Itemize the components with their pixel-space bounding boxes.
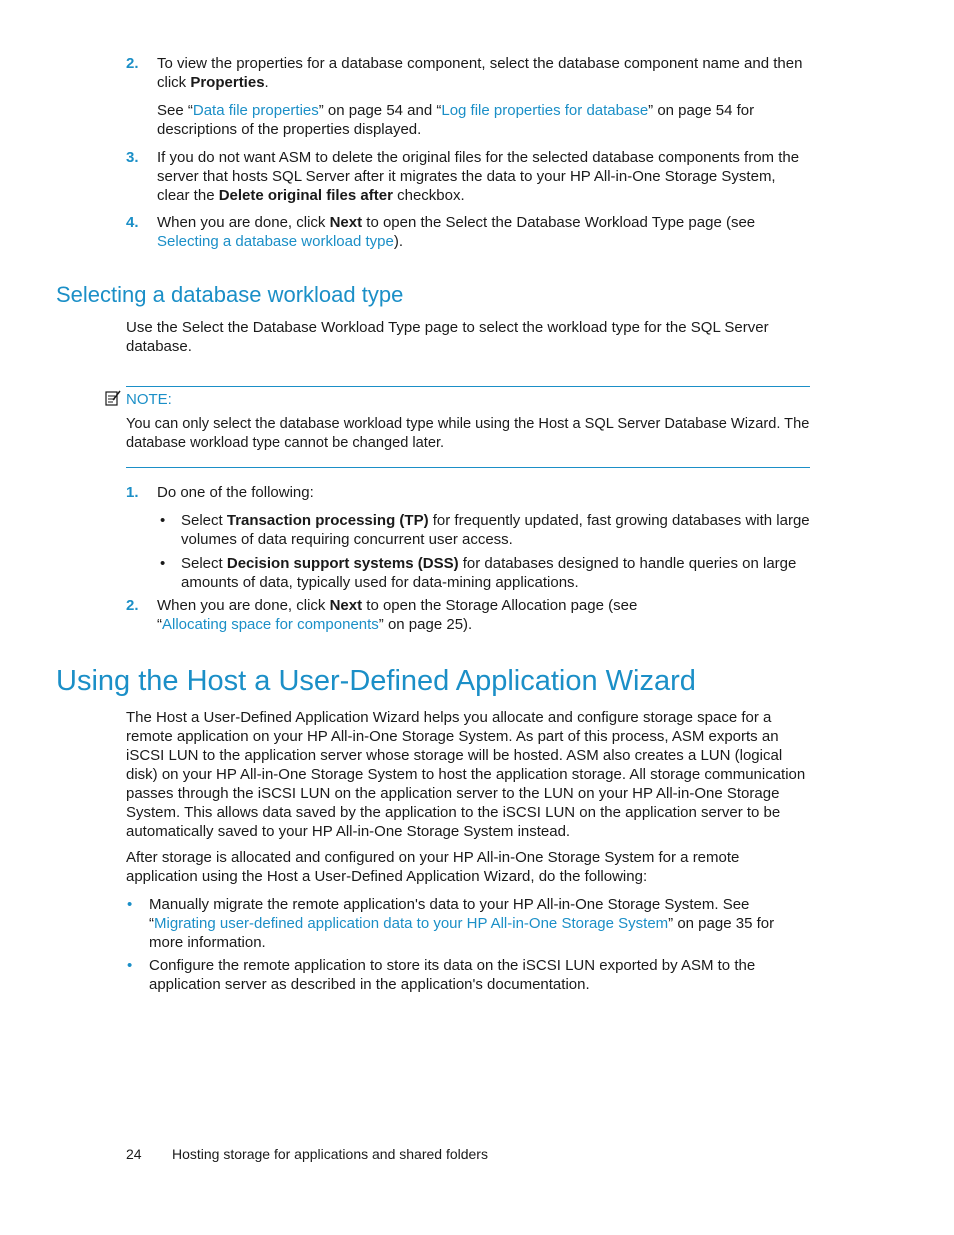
bullet-dot: • <box>127 957 133 974</box>
bullet-dot: • <box>160 512 166 529</box>
text: to open the Select the Database Workload Type page (see <box>362 214 756 231</box>
link-selecting-workload-type[interactable]: Selecting a database workload type <box>157 233 394 250</box>
text: Manually migrate the remote application's data to your HP All-in-One Storage System. See “ <box>149 896 750 932</box>
text: Select <box>181 555 227 572</box>
ui-term: Next <box>329 214 363 231</box>
text: . <box>264 74 269 91</box>
bullet-dot: • <box>160 555 166 572</box>
chapter-para-2: After storage is allocated and configured on your HP All-in-One Storage System for a remote application using the Host a User-Defined Application Wizard, do the following: <box>126 849 740 885</box>
link-migrating-user-defined-data[interactable]: Migrating user-defined application data to your HP All-in-One Storage System <box>154 915 669 932</box>
section-heading: Selecting a database workload type <box>56 282 404 307</box>
step-2b-text <box>157 596 667 634</box>
note-top-rule <box>126 386 810 387</box>
text: for databases designed to handle queries on large amounts of data, typically used for data-mining applications. <box>181 555 797 591</box>
chapter-para-1: The Host a User-Defined Application Wizard helps you allocate and configure storage space for a remote application on your HP All-in-One Storage System. As part of this process, ASM exports an iSCSI LUN to the application server whose storage will be hosted. ASM also creates a LUN (logical disk) on your HP All-in-One Storage System to host the application storage. All storage communication passes through the iSCSI LUN on the application server to the LUN on your HP All-in-One Storage System. This allows data saved by the application to the iSCSI LUN on the application server to be automatically saved to your HP All-in-One Storage System instead. <box>126 709 806 840</box>
note-label: NOTE: <box>126 391 172 408</box>
text: If you do not want ASM to delete the original files for the selected database components from the server that hosts SQL Server after it migrates the data to your HP All-in-One Storage System, clear the <box>157 149 800 204</box>
step-2-see-also <box>157 101 807 139</box>
text: ” on page 25). <box>378 616 473 633</box>
ui-term: Delete original files after <box>218 187 393 204</box>
text: ” on page 54 and “ <box>318 102 442 119</box>
ui-term: Decision support systems (DSS) <box>226 555 459 572</box>
step-number: 2. <box>126 55 139 72</box>
step-number: 4. <box>126 214 139 231</box>
step-4-text <box>157 213 807 251</box>
chapter-bullet-1 <box>149 895 809 952</box>
step-number: 3. <box>126 149 139 166</box>
text: See “ <box>157 102 193 119</box>
option-dss <box>181 554 811 592</box>
text: When you are done, click <box>157 597 330 614</box>
link-log-file-properties[interactable]: Log file properties for database <box>441 102 649 119</box>
ui-term: Transaction processing (TP) <box>226 512 429 529</box>
bullet-dot: • <box>127 896 133 913</box>
step-number: 1. <box>126 484 139 501</box>
text: checkbox. <box>392 187 465 204</box>
ui-term: Next <box>329 597 363 614</box>
text: ” on page 54 for descriptions of the properties displayed. <box>157 102 755 138</box>
chapter-heading: Using the Host a User-Defined Application Wizard <box>56 665 696 697</box>
step-1-text: Do one of the following: <box>157 484 314 501</box>
step-3-text <box>157 148 807 205</box>
text: for frequently updated, fast growing databases with large volumes of data requiring concurrent user access. <box>181 512 810 548</box>
ui-term: Properties <box>190 74 265 91</box>
footer-page-number: 24 <box>126 1146 142 1162</box>
footer-title: Hosting storage for applications and shared folders <box>172 1146 488 1162</box>
note-bottom-rule <box>126 467 810 468</box>
text: Select <box>181 512 227 529</box>
link-data-file-properties[interactable]: Data file properties <box>192 102 319 119</box>
text: ). <box>393 233 403 250</box>
text: to open the Storage Allocation page (see “ <box>157 597 638 633</box>
step-number: 2. <box>126 597 139 614</box>
option-tp <box>181 511 811 549</box>
step-2-text <box>157 54 807 92</box>
text: ” on page 35 for more information. <box>149 915 775 951</box>
link-allocating-space[interactable]: Allocating space for components <box>162 616 379 633</box>
text: To view the properties for a database component, select the database component name and then click <box>157 55 803 91</box>
note-text: You can only select the database workload type while using the Host a SQL Server Database Wizard. The database workload type cannot be changed later. <box>126 416 810 451</box>
note-pad-icon <box>104 389 122 407</box>
chapter-bullet-2: Configure the remote application to store its data on the iSCSI LUN exported by ASM to the application server as described in the application's documentation. <box>149 957 756 993</box>
text: When you are done, click <box>157 214 330 231</box>
section-intro: Use the Select the Database Workload Type page to select the workload type for the SQL Server database. <box>126 319 769 355</box>
